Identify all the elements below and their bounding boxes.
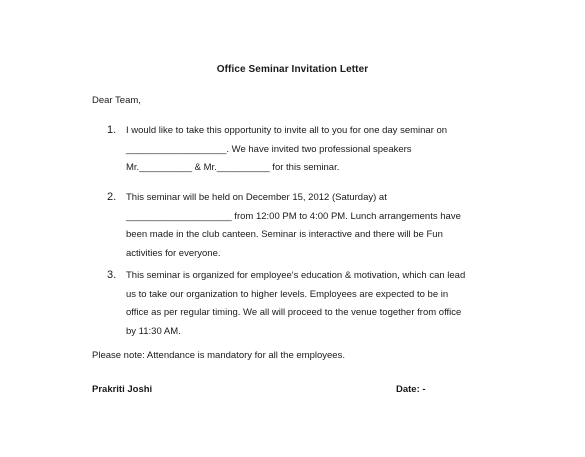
text-line: Mr.__________ & Mr.__________ for this seminar.: [126, 162, 340, 173]
attendance-note: Please note: Attendance is mandatory for all the employees.: [92, 350, 345, 361]
text-line: ____________________ from 12:00 PM to 4:00 PM. Lunch arrangements have: [126, 210, 461, 222]
text-line: been made in the club canteen. Seminar is interactive and there will be Fun: [126, 229, 443, 240]
page-title: Office Seminar Invitation Letter: [216, 64, 369, 75]
text-line: This seminar will be held on December 15, 2012 (Saturday) at: [126, 192, 387, 203]
text-line: This seminar is organized for employee's education & motivation, which can lead: [126, 270, 466, 281]
list-item: [107, 122, 487, 178]
text-line: ___________________. We have invited two professional speakers: [126, 143, 412, 155]
text-line: office as per regular timing. We all will proceed to the venue together from office: [126, 307, 462, 318]
text-line: activities for everyone.: [126, 247, 221, 259]
list-item: [107, 189, 487, 263]
list-item-text: [126, 122, 487, 178]
list-item-text: [126, 189, 487, 263]
signature-name: Prakriti Joshi: [92, 384, 153, 395]
text-line: us to take our organization to higher levels. Employees are expected to be in: [126, 288, 449, 300]
list-item-number: 1.: [107, 124, 117, 136]
list-item: [107, 267, 487, 341]
list-item-number: 3.: [107, 269, 117, 281]
date-label: Date: -: [396, 384, 426, 395]
text-line: by 11:30 AM.: [126, 325, 181, 337]
text-line: I would like to take this opportunity to invite all to you for one day seminar on: [126, 125, 448, 136]
greeting: Dear Team,: [92, 95, 141, 106]
list-item-text: [126, 267, 487, 341]
list-item-number: 2.: [107, 191, 117, 203]
